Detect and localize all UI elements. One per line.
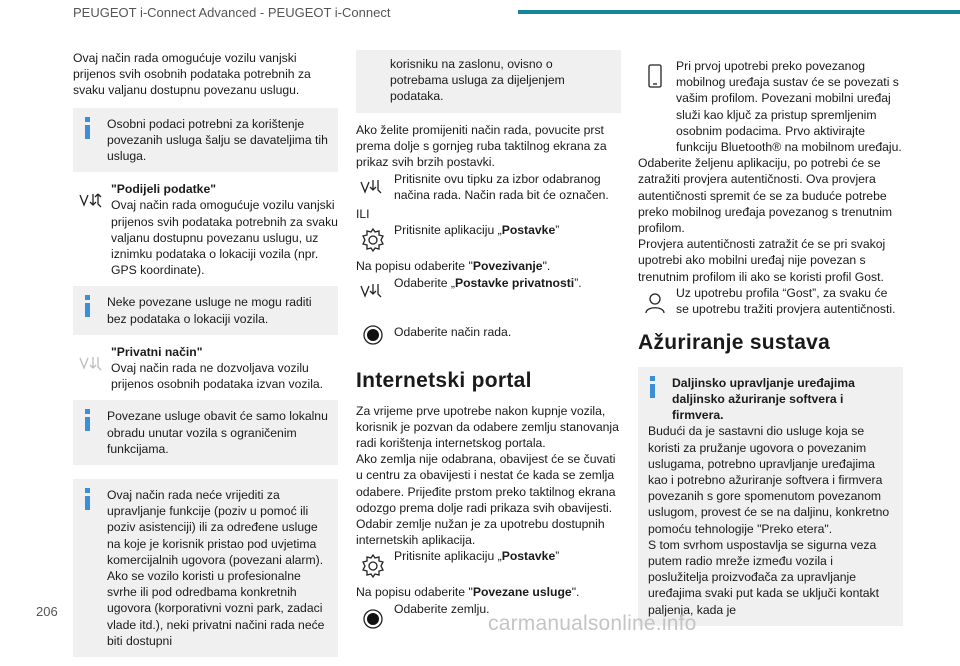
step-privacy-settings: Odaberite „Postavke privatnosti”. <box>356 275 621 311</box>
step-mobile-device: Pri prvoj upotrebi preko povezanog mobilnog uređaja sustav će se povezati s vašim profilom. Povezani mobilni uređaj služi kao ključ za pristup spremljenim osobnim podacima. Prvo aktivirajte funkciju Bluetooth® na mobilnom uređaju. <box>638 58 903 155</box>
radio-select-icon <box>356 602 390 636</box>
header-title: PEUGEOT i-Connect Advanced - PEUGEOT i-Connect <box>73 5 391 20</box>
or-label: ILI <box>356 207 370 222</box>
column-2 <box>356 50 621 637</box>
step-settings-app: Pritisnite aplikaciju „Postavke” <box>356 548 621 584</box>
header-accent-bar <box>518 10 960 14</box>
info-icon <box>650 376 655 398</box>
info-note: Osobni podaci potrebni za korištenje povezanih usluga šalju se davateljima tih usluga. <box>73 108 338 173</box>
private-mode-icon <box>73 345 107 379</box>
info-icon <box>85 295 90 317</box>
paragraph: Odaberite željenu aplikaciju, po potrebi će se zatražiti provjera autentičnosti. Ova provjera autentičnosti spremit će se za buduće potrebe preko mobilnog uređaja povezanog s trenutnim profilom. <box>638 156 893 236</box>
settings-gear-icon <box>356 223 390 257</box>
info-icon <box>85 488 90 510</box>
step-select-country: Odaberite zemlju. <box>356 601 621 637</box>
private-mode-block: "Privatni način" Ovaj način rada ne dozvoljava vozilu prijenos osobnih podataka izvan vozila. <box>73 344 338 393</box>
paragraph: Provjera autentičnosti zatražit će se pri svakoj upotrebi ako mobilni uređaj nije povezan s trenutnim profilom ili ako se koristi profil Gost. <box>638 237 886 284</box>
paragraph: Na popisu odaberite "Povezane usluge". <box>356 585 580 600</box>
column-1 <box>73 50 338 666</box>
section-heading: Ažuriranje sustava <box>638 330 831 354</box>
radio-select-icon <box>356 318 390 352</box>
paragraph: Za vrijeme prve upotrebe nakon kupnje vozila, korisnik je pozvan da odabere zemlju stanovanja radi korištenja internetskog portala. <box>356 403 619 451</box>
info-note-continued: korisniku na zaslonu, ovisno o potrebama usluga za dijeljenjem podataka. <box>356 50 621 113</box>
info-icon <box>85 117 90 139</box>
paragraph: Ako želite promijeniti način rada, povucite prst prema dolje s gornjeg ruba taktilnog ekrana za prikaz svih brzih postavki. <box>356 122 607 170</box>
info-note: Ovaj način rada neće vrijediti za upravljanje funkcije (poziv u pomoć ili poziv asistenciji) ili za određene usluge na koje je korisnik pristao pod uvjetima komercijalnih ugovora (povezani alarm). Ako se vozilo koristi u profesionalne svrhe ili pod odredbama konkretnih ugovora (korporativni vozni park, zadaci vlade itd.), neki privatni načini rada neće biti dostupni <box>73 479 338 657</box>
share-data-block: "Podijeli podatke" Ovaj način rada omogućuje vozilu vanjski prijenos svih podataka potrebnih za svaku valjanu dostupnu povezanu uslugu, uz iznimku podataka o lokaciji vozila (npr. GPS koordinate). <box>73 181 338 278</box>
step-settings-app: Pritisnite aplikaciju „Postavke” <box>356 222 621 258</box>
page-number: 206 <box>36 604 58 619</box>
column-3 <box>638 58 903 635</box>
settings-gear-icon <box>356 549 390 583</box>
watermark: carmanualsonline.info <box>488 612 697 635</box>
info-note: Neke povezane usluge ne mogu raditi bez podataka o lokaciji vozila. <box>73 286 338 334</box>
smartphone-icon <box>638 59 672 93</box>
paragraph: Ovaj način rada omogućuje vozilu vanjski prijenos svih osobnih podataka potrebnih za svaku valjanu dostupnu povezanu uslugu. <box>73 51 311 98</box>
step-guest-profile: Uz upotrebu profila “Gost”, za svaku će se upotrebu tražiti provjera autentičnosti. <box>638 285 903 321</box>
paragraph: Ako zemlja nije odabrana, obavijest će se čuvati u centru za obavijesti i nestat će kada se zemlja odabere. Prijeđite prstom preko taktilnog ekrana odozgo prema dolje radi prikaza svih obavijesti. Odabir zemlje nužan je za upotrebu dostupnih internetskih aplikacija. <box>356 452 616 548</box>
share-data-icon <box>73 182 107 216</box>
section-heading: Internetski portal <box>356 368 532 392</box>
paragraph: Na popisu odaberite "Povezivanje". <box>356 259 551 274</box>
info-icon <box>85 409 90 431</box>
guest-user-icon <box>638 286 672 320</box>
info-note: Povezane usluge obavit će samo lokalnu obradu unutar vozila s ograničenim funkcijama. <box>73 400 338 465</box>
mode-toggle-icon <box>356 276 390 310</box>
step-toggle-mode: Pritisnite ovu tipku za izbor odabranog načina rada. Način rada bit će označen. <box>356 171 621 207</box>
mode-toggle-icon <box>356 172 390 206</box>
step-select-mode: Odaberite način rada. <box>356 317 621 353</box>
info-note: Daljinsko upravljanje uređajima daljinsko ažuriranje softvera i firmvera. Budući da je sastavni dio usluge koja se koristi za pružanje ugovora o povezanim uslugama, potrebno upravljanje uređajima kao i potrebno ažuriranje softvera i firmvera povezanih s gore spomenutom povezanom uslugom, provest će se na daljinu, konkretno pomoću tehnologije "Preko etera". S tom svrhom uspostavlja se sigurna veza putem radio mreže između vozila i poslužitelja proizvođača za upravljanje uređajima svaki put kada se uključi kontakt paljenja, kada je <box>638 367 903 626</box>
